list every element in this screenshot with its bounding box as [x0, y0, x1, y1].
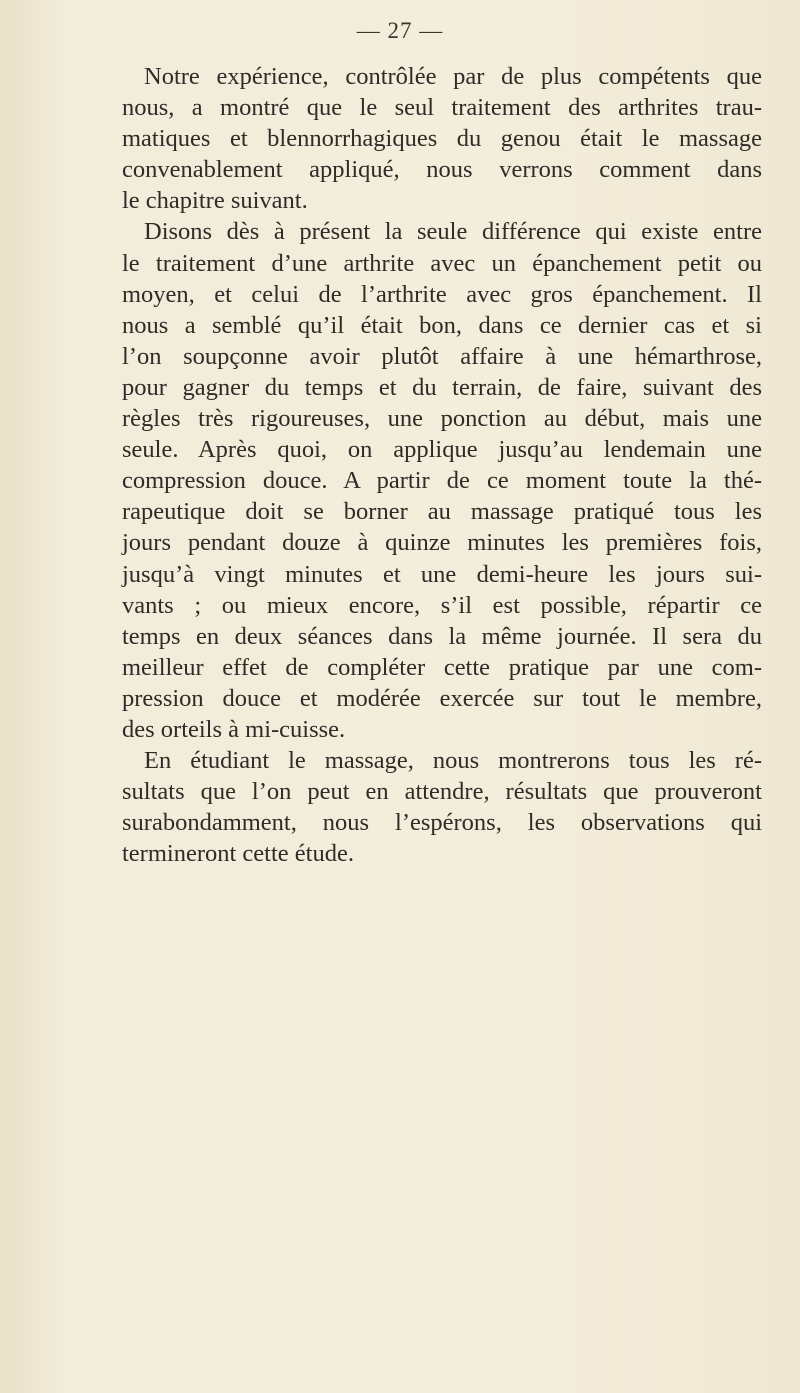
text-line: pression douce et modérée exercée sur tout le membre,	[122, 684, 762, 712]
text-line: compression douce. A partir de ce moment toute la thé-	[122, 467, 762, 495]
text-line: vants ; ou mieux encore, s’il est possible, répartir ce	[122, 591, 762, 619]
text-line: l’on soupçonne avoir plutôt affaire à une hémarthrose,	[122, 342, 762, 370]
text-line: Notre expérience, contrôlée par de plus compétents que	[144, 63, 762, 90]
text-line: nous, a montré que le seul traitement des arthrites trau-	[122, 94, 762, 122]
text-line: le chapitre suivant.	[122, 187, 308, 215]
text-line: rapeutique doit se borner au massage pratiqué tous les	[122, 498, 762, 526]
page-number: — 27 —	[356, 18, 444, 43]
body-text	[122, 61, 762, 869]
text-line: le traitement d’une arthrite avec un épanchement petit ou	[122, 249, 762, 277]
text-line: seule. Après quoi, on applique jusqu’au lendemain une	[122, 436, 762, 464]
text-line: matiques et blennorrhagiques du genou était le massage	[122, 125, 762, 153]
text-line: termineront cette étude.	[122, 840, 354, 868]
text-line: jusqu’à vingt minutes et une demi-heure les jours sui-	[122, 560, 762, 588]
paragraph-3	[122, 745, 762, 869]
text-line: règles très rigoureuses, une ponction au début, mais une	[122, 405, 762, 433]
text-line: des orteils à mi-cuisse.	[122, 715, 346, 743]
text-line: nous a semblé qu’il était bon, dans ce dernier cas et si	[122, 311, 762, 339]
text-line: temps en deux séances dans la même journée. Il sera du	[122, 622, 762, 650]
text-line: sultats que l’on peut en attendre, résultats que prouveront	[122, 778, 762, 806]
text-line: surabondamment, nous l’espérons, les observations qui	[122, 809, 762, 837]
text-line: moyen, et celui de l’arthrite avec gros épanchement. Il	[122, 280, 762, 308]
paragraph-2	[122, 216, 762, 745]
text-line: pour gagner du temps et du terrain, de faire, suivant des	[122, 373, 762, 401]
text-line: convenablement appliqué, nous verrons comment dans	[122, 156, 762, 184]
paragraph-1	[122, 61, 762, 216]
text-line: meilleur effet de compléter cette pratique par une com-	[122, 653, 762, 681]
text-line: En étudiant le massage, nous montrerons tous les ré-	[144, 747, 762, 775]
text-line: Disons dès à présent la seule différence qui existe entre	[144, 218, 762, 246]
text-line: jours pendant douze à quinze minutes les premières fois,	[122, 529, 762, 557]
